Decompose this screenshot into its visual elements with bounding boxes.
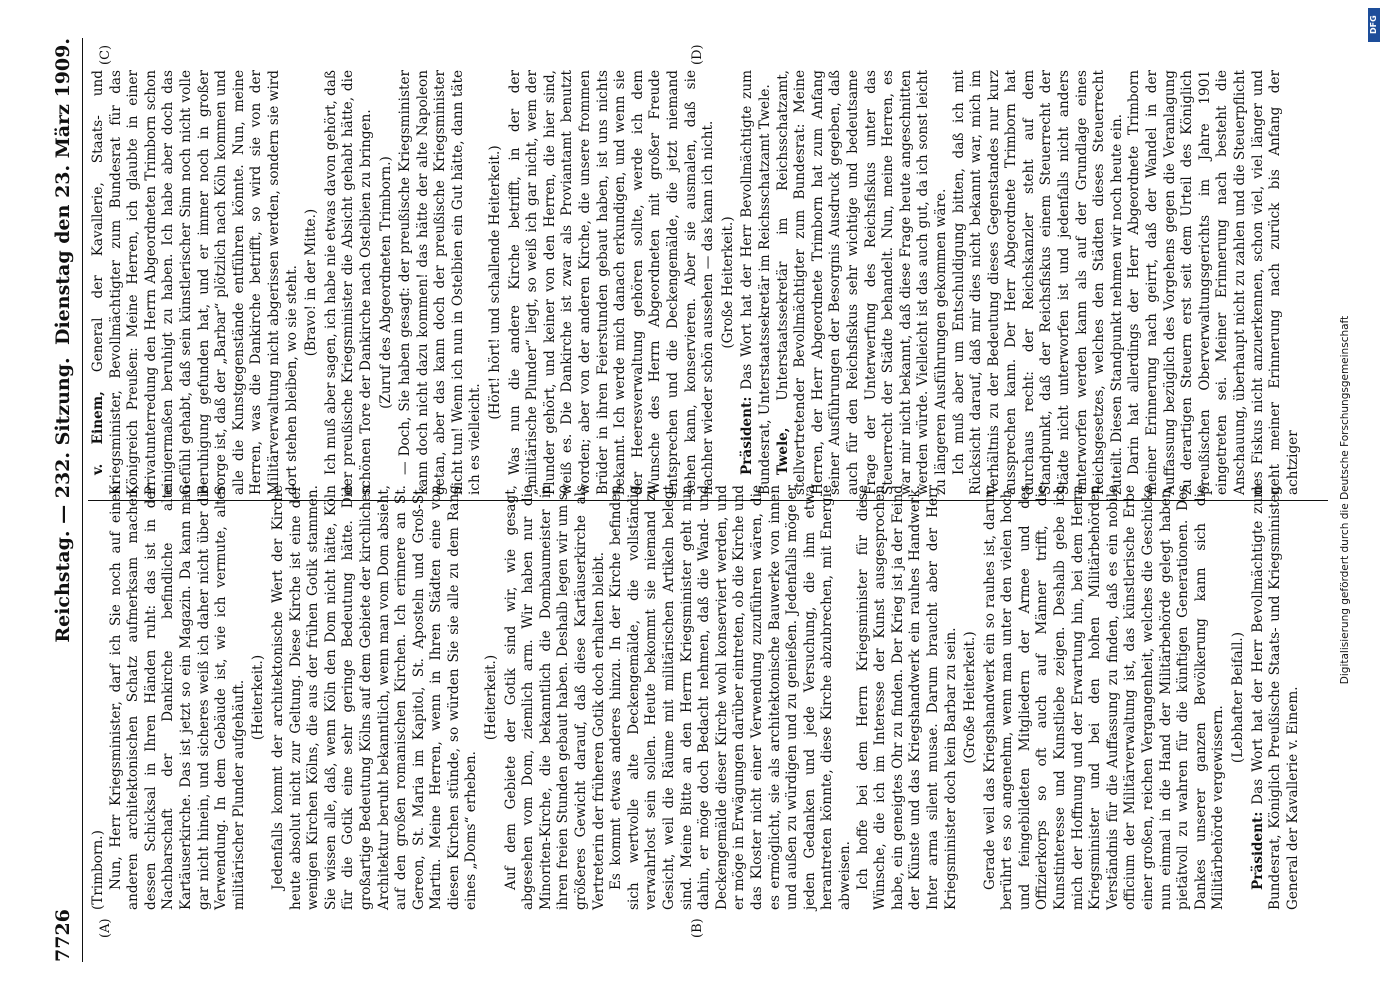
speech-text: Das Wort hat der Herr Bevollmächtigte zum Bundesrat, Unterstaatssekretär im Reichsschatzamt Twele. (739, 70, 773, 495)
speech-text: General der Kavallerie, Staats- und Kriegsminister, Bevollmächtigter zum Bundesrat für das Königreich Preußen: Meine Herren, ich glaubte in einer Privatunterredung den Herrn Abgeordneten Trimborn schon einigermaßen beruhigt zu haben. Ich habe aber doch das Gefühl gehabt, daß sein künstlerischer Sinn noch nicht volle Beruhigung gefunden hat, und er immer noch in großer Sorge ist, daß der „Barbar“ plötzlich nach Köln kommen und alle die Kunstgegenstände entführen könnte. Nun, meine Herren, was die Dankirche betrifft, so wird sie von der Militärverwaltung nicht abgerissen werden, sondern sie wird dort stehen bleiben, wo sie steht. (90, 69, 300, 495)
left-text-column (90, 485, 1302, 910)
stage-direction: (Große Heiterkeit.) (962, 631, 979, 764)
text-paragraph: — Doch, Sie haben gesagt: der preußische Kriegsminister kann doch nicht dazu kommen! das hätte der alte Napoleon getan, aber das kann doch der preußische Kriegsminister nicht tun! Wenn ich nun in Ostelbien ein Gut hätte, dann täte ich es vielleicht. (397, 70, 484, 495)
margin-marker-c: (C) (98, 44, 113, 65)
text-paragraph: Was nun die andere Kirche betrifft, in der der „militärische Plunder“ liegt, so weiß ich gar nicht, wem der Plunder gehört, und keiner von den Herren, die hier sind, weiß es. Die Dankirche ist zwar als Proviantamt benutzt worden; aber von der anderen Kirche, die unsere frommen Brüder in ihren Feierstunden gebaut haben, ist uns nichts bekannt. Ich werde mich danach erkundigen, und wenn sie der Heeresverwaltung gehören sollte, werde ich dem Wunsche des Herrn Abgeordneten mit großer Freude entsprechen und die Deckengemälde, die jetzt niemand sehen kann, konservieren. Aber sie ausmalen, daß sie nachher wieder schön aussehen — das kann ich nicht. (506, 70, 717, 495)
margin-marker-d: (D) (690, 44, 705, 65)
text-paragraph: Auf dem Gebiete der Gotik sind wir, wie gesagt, abgesehen vom Dom, ziemlich arm. Wir haben nur die Minoriten-Kirche, die bekanntlich die Dombaumeister in ihren freien Stunden gebaut haben. Deshalb legen wir um so größeres Gewicht darauf, daß diese Kartäuserkirche als Vertreterin der früheren Gotik doch erhalten bleibt. (502, 485, 607, 910)
speaker-paragraph (1250, 485, 1303, 910)
stage-direction: (Heiterkeit.) (250, 654, 267, 741)
margin-marker-a: (A) (98, 918, 113, 938)
speaker-paragraph (739, 70, 774, 495)
speech-text: Unterstaatssekretär im Reichsschatzamt, stellvertretender Bevollmächtigter zum Bundesrat: Meine Herren, der Herr Abgeordnete Trimborn hat zum Anfang seiner Ausführungen der Besorgnis Ausdruck gegeben, daß auch für den Reichsfiskus sehr wichtige und bedeutsame Frage der Unterwerfung des Reichsfiskus unter das Steuerrecht der Städte behandelt. Nun, meine Herren, es war mir nicht bekannt, daß diese Frage heute angeschnitten werden würde. Vielleicht ist das auch gut, da ich sonst leicht zu längeren Ausführungen gekommen wäre. (774, 70, 949, 495)
text-paragraph: Ich muß aber um Entschuldigung bitten, daß ich mit Rücksicht darauf, daß mir dies nicht bekannt war, mich im Verhältnis zu der Bedeutung dieses Gegenstandes nur kurz aussprechen kann. Der Herr Abgeordnete Trimborn hat durchaus recht: der Reichskanzler steht auf dem Standpunkt, daß der Reichsfiskus einem Steuerrecht der Städte nicht unterworfen ist und jedenfalls nicht anders unterworfen werden kann als auf der Grundlage eines Reichsgesetzes, welches den Städten dieses Steuerrecht zuteilt. Diesen Standpunkt nehmen wir noch heute ein. (950, 70, 1125, 495)
stage-direction: (Zuruf des Abgeordneten Trimborn.) (377, 156, 394, 409)
speaker-paragraph (775, 70, 951, 495)
text-paragraph: Darin hat allerdings der Herr Abgeordnete Trimborn meiner Erinnerung nach geirrt, daß der Wandel in der Auffassung bezüglich des Vorgehens gegen die Veranlagung zu derartigen Steuern erst seit dem Urteil des Königlich preußischen Oberverwaltungsgerichts im Jahre 1901 eingetreten sei. Meiner Erinnerung nach besteht die Anschauung, überhaupt nicht zu zahlen und die Steuerpflicht des Fiskus nicht anzuerkennen, schon viel, viel länger und geht meiner Erinnerung nach zurück bis Anfang der achtziger (1126, 70, 1301, 495)
stage-direction: (Große Heiterkeit.) (719, 216, 736, 349)
speaker-name: Präsident: (1249, 811, 1266, 890)
page-header (48, 38, 83, 962)
right-text-column (90, 70, 1302, 495)
session-date: Dienstag den 23. März 1909. (52, 38, 74, 346)
stage-direction: (Lebhafter Beifall.) (1230, 631, 1246, 764)
dfg-logo: DFG (1368, 8, 1380, 42)
text-paragraph: Gerade weil das Kriegshandwerk ein so rauhes ist, darum berührt es so angenehm, wenn man unter den vielen hoch- und feingebildeten Mitgliedern der Armee und des Offizierkorps so oft auch auf Männer trifft, die Kunstinteresse und Kunstliebe zeigen. Deshalb gebe ich mich der Hoffnung und der Erwartung hin, bei dem Herrn Kriegsminister und bei den hohen Militärbehörden Verständnis für die Auffassung zu finden, daß es ein nobile officium der Militärverwaltung ist, das künstlerische Erbe einer großen, reichen Vergangenheit, welches die Geschicke nun einmal in die Hand der Militärbehörde gelegt haben, pietätvoll zu wahren für die künftigen Generationen. Des Dankes unserer ganzen Bevölkerung kann sich die Militärbehörde vergewissern. (981, 485, 1227, 910)
margin-marker-b: (B) (690, 918, 705, 938)
speaker-name: Twele, (774, 427, 791, 475)
stage-direction: (Heiterkeit.) (483, 654, 500, 741)
stage-direction: (Bravo! in der Mitte.) (303, 208, 320, 357)
page-number: 7726 (52, 909, 74, 962)
speech-text: Das Wort hat der Herr Bevollmächtigte zum Bundesrat, Königlich Preußische Staats- und Kriegsminister, General der Kavallerie v. Einem. (1249, 485, 1301, 910)
stage-direction: (Hört! hört! und schallende Heiterkeit.) (487, 145, 504, 420)
text-paragraph: Jedenfalls kommt der architektonische Wert der Kirche heute absolut nicht zur Geltung. Diese Kirche ist eine der wenigen Kirchen Kölns, die aus der frühen Gotik stammen. Sie wissen alle, daß, wenn Köln den Dom nicht hätte, Köln für die Gotik eine sehr geringe Bedeutung hätte. Die großartige Bedeutung Kölns auf dem Gebiete der kirchlichen Architektur beruht bekanntlich, wenn man vom Dom absieht, auf den großen romanischen Kirchen. Ich erinnere an St. Gereon, St. Maria im Kapitol, St. Aposteln und Groß-St. Martin. Meine Herren, wenn in Ihren Städten eine von diesen Kirchen stünde, so würden Sie sie alle zu dem Rang eines „Doms“ erheben. (269, 485, 480, 910)
column-divider (88, 500, 1328, 501)
speaker-paragraph (90, 70, 301, 495)
speaker-name: Präsident: (739, 396, 756, 475)
text-paragraph: Ich hoffe bei dem Herrn Kriegsminister für diese Wünsche, die ich im Interesse der Kunst ausgesprochen habe, ein geneigtes Ohr zu finden. Der Krieg ist ja der Feind der Künste und das Kriegshandwerk ein rauhes Handwerk. Inter arma silent musae. Darum braucht aber der Herr Kriegsminister doch kein Barbar zu sein. (854, 485, 959, 910)
text-paragraph: Nun, Herr Kriegsminister, darf ich Sie noch auf einen anderen architektonischen Schatz aufmerksam machen, dessen Schicksal in Ihren Händen ruht: das ist in der Nachbarschaft der Dankirche befindliche alte Kartäuserkirche. Das ist jetzt so ein Magazin. Da kann man gar nicht hinein, und sicheres weiß ich daher nicht über die Verwendung. In dem Gebäude ist, wie ich vermute, alter militärischer Plunder aufgehäuft. (107, 485, 247, 910)
speaker-name: v. Einem, (90, 391, 106, 475)
running-speaker-head: (Trimborn.) (90, 830, 106, 910)
digitization-credit: Digitalisierung gefördert durch die Deutsche Forschungsgemeinschaft (1339, 315, 1351, 685)
page-title: Reichstag. — 232. Sitzung. (52, 357, 74, 643)
text-paragraph: Es kommt etwas anderes hinzu. In der Kirche befinden sich wertvolle alte Deckengemälde, die vollständig verwahrlost sein sollen. Heute bekommt sie niemand zu Gesicht, weil die Räume mit militärischen Artikeln belegt sind. Meine Bitte an den Herrn Kriegsminister geht nun dahin, er möge doch Bedacht nehmen, daß die Wand- und Deckengemälde dieser Kirche wohl konserviert werden, und er möge in Erwägungen darüber eintreten, ob die Kirche und das Kloster nicht einer Verwendung zuzuführen wären, die es ermöglicht, sie als architektonische Bauwerke von innen und außen zu würdigen und zu genießen. Jedenfalls möge er jeden Gedanken und jede Versuchung, die ihm etwa herantreten könnte, diese Kirche abzubrechen, mit Energie abweisen. (608, 485, 853, 910)
text-paragraph: Ich muß aber sagen, ich habe nie etwas davon gehört, daß der preußische Kriegsminister die Absicht gehabt hätte, die schönen Tore der Dankirche nach Ostelbien zu bringen. (322, 70, 374, 495)
